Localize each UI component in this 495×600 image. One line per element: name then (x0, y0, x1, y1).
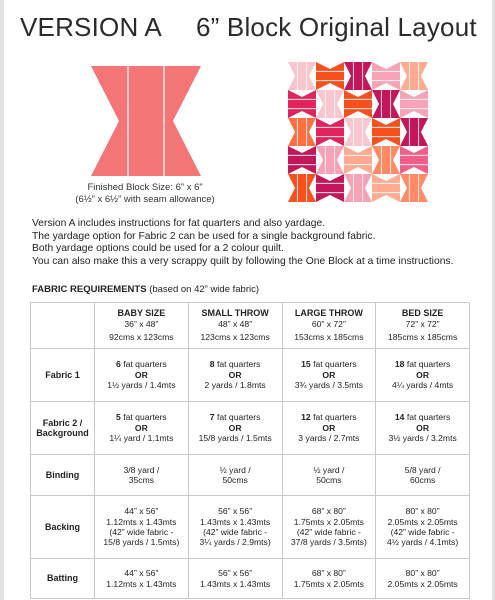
binding-cell: 3/8 yard / 35cms (95, 455, 189, 496)
quilt-preview-svg (288, 62, 428, 202)
backing-cell: 80” x 80” 2.05mts x 2.05mts (42” wide fabric - 4½ yards / 4.1mts) (376, 496, 470, 559)
fabric-width-note: (based on 42” wide fabric) (149, 284, 260, 295)
batting-row (31, 559, 470, 599)
intro-line: You can also make this a very scrappy quilt by following the One Block at a time instructions. (32, 255, 454, 267)
quilt-preview (288, 62, 428, 202)
fabric1-row (31, 349, 470, 402)
fabric1-label: Fabric 1 (31, 349, 95, 402)
seam-allowance-size: (6½” x 6½” with seam allowance) (75, 194, 215, 205)
binding-row (31, 455, 470, 496)
size-header-bed: BED SIZE 72” x 72” 185cms x 185cms (376, 303, 470, 349)
finished-block-size: Finished Block Size: 6” x 6” (87, 182, 203, 193)
fabric-requirements-title: FABRIC REQUIREMENTS (32, 284, 147, 295)
backing-cell: 44” x 56” 1.12mts x 1.43mts (42” wide fabric - 15/8 yards / 1.5mts) (95, 496, 189, 559)
fabric2-cell: 7 fat quarters OR 15/8 yards / 1.5mts (188, 402, 282, 455)
binding-cell: ½ yard / 50cms (188, 455, 282, 496)
binding-cell: ½ yard / 50cms (282, 455, 376, 496)
fabric2-cell: 12 fat quarters OR 3 yards / 2.7mts (282, 402, 376, 455)
block-diagram (91, 66, 201, 176)
fabric1-cell: 18 fat quarters OR 4¼ yards / 4mts (376, 349, 470, 402)
corner-cell (31, 303, 95, 349)
fabric2-label: Fabric 2 / Background (31, 402, 95, 455)
backing-label: Backing (31, 496, 95, 559)
fabric1-cell: 6 fat quarters OR 1½ yards / 1.4mts (95, 349, 189, 402)
size-header-baby: BABY SIZE 36” x 48” 92cms x 123cms (95, 303, 189, 349)
intro-text (32, 218, 472, 268)
page-title (20, 12, 477, 43)
binding-cell: 5/8 yard / 60cms (376, 455, 470, 496)
intro-line: Version A includes instructions for fat quarters and also yardage. (32, 218, 326, 229)
block-caption (60, 182, 230, 206)
fabric2-row (31, 402, 470, 455)
batting-cell: 56” x 56” 1.43mts x 1.43mts (188, 559, 282, 599)
fabric1-cell: 15 fat quarters OR 3¾ yards / 3.5mts (282, 349, 376, 402)
size-header-row (31, 303, 470, 349)
fabric2-cell: 14 fat quarters OR 3½ yards / 3.2mts (376, 402, 470, 455)
batting-cell: 68” x 80” 1.75mts x 2.05mts (282, 559, 376, 599)
backing-cell: 56” x 56” 1.43mts x 1.43mts (42” wide fabric - 3¼ yards / 2.9mts) (188, 496, 282, 559)
backing-cell: 68” x 80” 1.75mts x 2.05mts (42” wide fabric - 37/8 yards / 3.5mts) (282, 496, 376, 559)
batting-label: Batting (31, 559, 95, 599)
fabric-requirements-heading (32, 284, 259, 295)
size-header-small-throw: SMALL THROW 48” x 48” 123cms x 123cms (188, 303, 282, 349)
block-diagram-svg (91, 66, 201, 176)
size-header-large-throw: LARGE THROW 60” x 72” 153cms x 185cms (282, 303, 376, 349)
batting-cell: 80” x 80” 2.05mts x 2.05mts (376, 559, 470, 599)
backing-row (31, 496, 470, 559)
version-label: VERSION A (20, 12, 162, 42)
layout-title: 6” Block Original Layout (195, 12, 477, 42)
intro-line: Both yardage options could be used for a 2 colour quilt. (32, 243, 284, 255)
batting-cell: 44” x 56” 1.12mts x 1.43mts (95, 559, 189, 599)
fabric-requirements-table (30, 302, 470, 599)
binding-label: Binding (31, 455, 95, 496)
intro-line: The yardage option for Fabric 2 can be used for a single background fabric. (32, 230, 376, 242)
page-frame-left (0, 0, 4, 600)
fabric1-cell: 8 fat quarters OR 2 yards / 1.8mts (188, 349, 282, 402)
fabric2-cell: 5 fat quarters OR 1¼ yard / 1.1mts (95, 402, 189, 455)
